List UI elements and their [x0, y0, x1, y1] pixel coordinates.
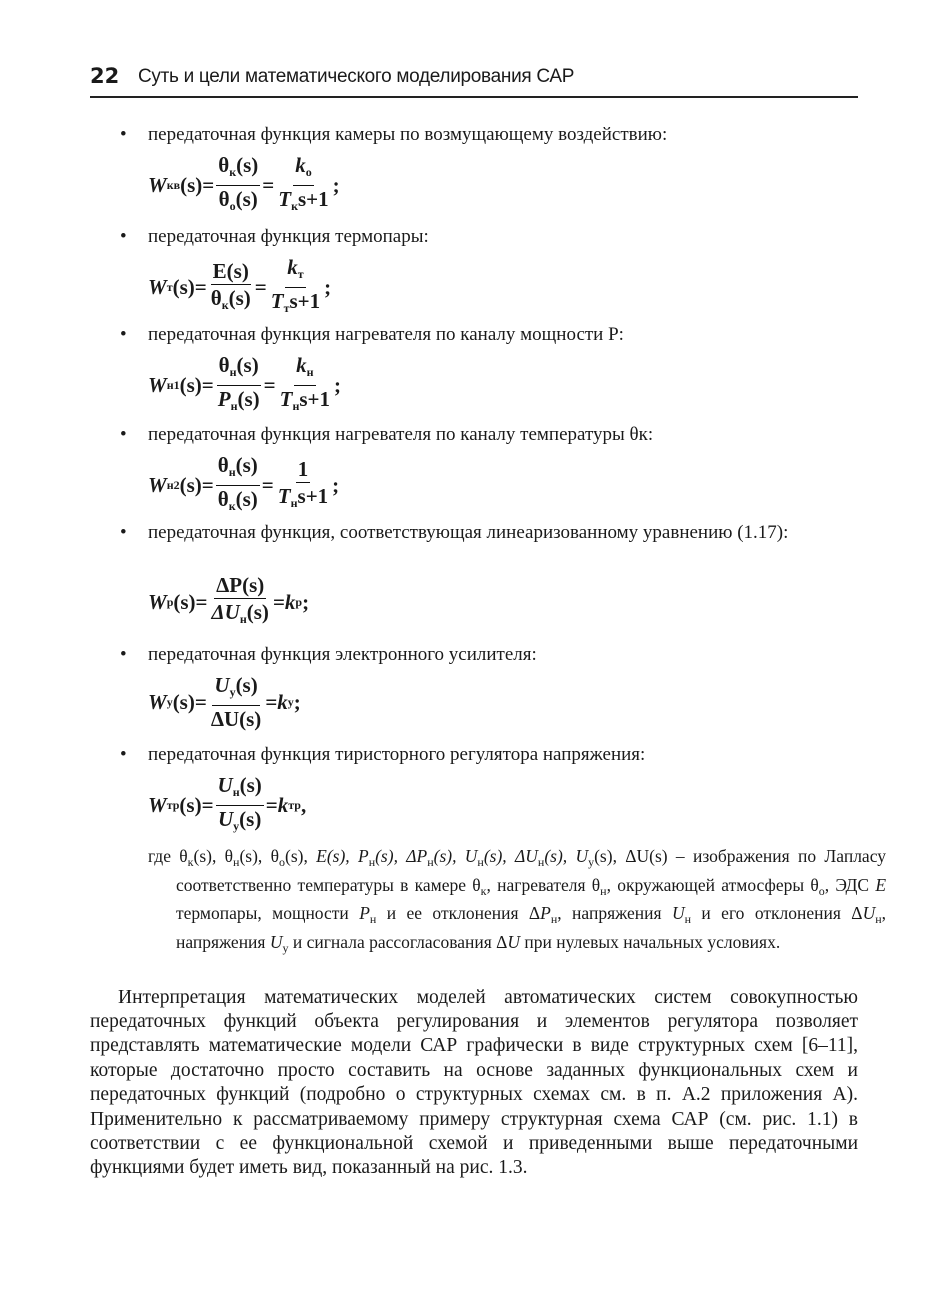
where-term: (s),: [285, 846, 317, 866]
numerator: [216, 453, 260, 486]
numerator-term-subscript: к: [229, 165, 237, 179]
numerator-term-subscript: о: [305, 165, 312, 179]
where-term: и ее отклонения Δ: [376, 903, 541, 923]
function-argument: (s)=: [172, 689, 207, 714]
where-term: и его отклонения Δ: [691, 903, 863, 923]
function-argument: (s)=: [173, 589, 208, 614]
equals-sign: =: [261, 473, 274, 497]
numerator-term-subscript: н: [228, 465, 236, 479]
function-subscript: н1: [166, 378, 180, 392]
numerator: [216, 153, 260, 186]
where-term: U: [269, 931, 283, 952]
bullet-text: [118, 643, 858, 667]
where-term: где θ: [148, 846, 188, 866]
where-term: и сигнала рассогласования Δ: [288, 931, 508, 952]
function-subscript: т: [166, 280, 173, 294]
numerator-term: (s): [235, 453, 258, 477]
numerator-term-subscript: н: [232, 785, 240, 799]
result-term-subscript: у: [287, 694, 294, 709]
denominator-term: s+1: [297, 483, 329, 508]
where-term-subscript: н: [427, 855, 434, 869]
where-term-subscript: н: [550, 912, 558, 926]
function-argument: (s)=: [180, 173, 215, 197]
bullet-icon: •: [120, 124, 127, 145]
bullet-label: передаточная функция термопары:: [148, 226, 429, 247]
denominator-term: s+1: [289, 289, 321, 313]
bullet-item: [118, 123, 858, 147]
denominator: [216, 806, 263, 838]
transfer-function-formula: [148, 255, 331, 320]
denominator-term-subscript: н: [239, 612, 247, 626]
transfer-function-formula: [148, 573, 309, 631]
where-term: U: [862, 903, 876, 923]
function-symbol: W: [148, 589, 167, 614]
where-term: , окружающей атмосферы θ: [606, 874, 819, 895]
bullet-icon: •: [120, 644, 127, 665]
where-term: P: [359, 903, 370, 923]
numerator-term: (s): [236, 153, 259, 177]
bullet-text: [118, 521, 858, 545]
bullet-text: [118, 423, 858, 447]
bullet-item: [118, 323, 858, 347]
where-term: (s), U: [544, 846, 589, 866]
formula-end-punctuation: ;: [334, 373, 342, 397]
where-term: при нулевых начальных условиях.: [520, 931, 781, 952]
bullet-label: передаточная функция нагревателя по каналу мощности P:: [148, 324, 624, 345]
numerator: [296, 457, 311, 483]
transfer-function-formula: [148, 353, 341, 418]
numerator-term-subscript: т: [297, 267, 304, 281]
page-number: 22: [90, 64, 120, 88]
denominator-term-subscript: у: [233, 819, 240, 833]
bullet-label: передаточная функция камеры по возмущающему воздействию:: [148, 124, 668, 145]
numerator-term: E(s): [212, 258, 249, 283]
denominator-term: θ: [218, 187, 230, 211]
equals-sign: =: [265, 689, 278, 714]
denominator-term-subscript: н: [292, 399, 300, 413]
function-symbol: W: [148, 275, 167, 299]
denominator: [209, 285, 253, 317]
where-term-subscript: о: [279, 855, 285, 869]
bullet-item: [118, 423, 858, 447]
where-term-subscript: к: [480, 883, 487, 898]
function-argument: (s)=: [179, 373, 214, 397]
denominator-term: T: [279, 387, 293, 411]
fraction: [216, 353, 262, 418]
where-term: (s), U: [433, 846, 478, 866]
where-term-subscript: н: [368, 855, 376, 869]
where-term: (s), θ: [193, 846, 234, 866]
numerator-term: ΔP(s): [216, 573, 265, 597]
function-argument: (s)=: [179, 473, 214, 497]
numerator-term: k: [296, 353, 307, 377]
bullet-label: передаточная функция электронного усилителя:: [148, 644, 537, 665]
where-term: термопары, мощности: [176, 903, 360, 923]
bullet-item: [118, 743, 858, 767]
where-term: , напряжения: [176, 903, 886, 952]
function-symbol: W: [148, 373, 167, 397]
function-subscript: кв: [166, 178, 181, 192]
fraction: [278, 353, 332, 418]
denominator: [209, 706, 264, 731]
numerator-term-subscript: у: [229, 685, 236, 699]
function-symbol: W: [148, 793, 167, 817]
where-term-subscript: н: [369, 912, 377, 926]
bullet-label: передаточная функция нагревателя по каналу температуры θк:: [148, 424, 654, 445]
denominator: [216, 386, 262, 418]
formula-end-punctuation: ;: [293, 689, 301, 714]
formula-end-punctuation: ,: [300, 793, 307, 817]
bullet-icon: •: [120, 744, 127, 765]
numerator: [211, 259, 251, 285]
fraction: [269, 255, 322, 320]
where-term: (s), ΔU: [483, 846, 538, 866]
numerator-term: (s): [239, 773, 262, 797]
formula-end-punctuation: ;: [324, 275, 332, 299]
function-argument: (s)=: [179, 793, 214, 817]
bullet-item: [118, 225, 858, 249]
bullet-label: передаточная функция тиристорного регулятора напряжения:: [148, 744, 646, 765]
where-term: (s), θ: [239, 846, 279, 866]
bullet-icon: •: [120, 226, 127, 247]
numerator: [285, 255, 305, 288]
denominator-term-subscript: к: [291, 199, 298, 213]
denominator: [217, 186, 260, 218]
equals-sign: =: [272, 589, 285, 614]
bullet-item: [118, 521, 858, 545]
function-symbol: W: [148, 173, 167, 197]
numerator-term: θ: [217, 453, 229, 477]
denominator-term: θ: [217, 487, 229, 511]
numerator: [212, 673, 259, 706]
where-term-subscript: к: [187, 855, 194, 869]
bullet-text: [118, 225, 858, 249]
where-term-subscript: о: [818, 883, 825, 898]
running-header: [90, 62, 858, 98]
denominator-term: θ: [210, 285, 222, 310]
where-term: E: [875, 874, 887, 895]
numerator-term: U: [214, 673, 230, 697]
numerator: [214, 573, 266, 599]
fraction: [216, 153, 260, 218]
denominator-term-subscript: н: [290, 495, 298, 510]
numerator-term: (s): [236, 353, 259, 377]
where-term-subscript: н: [875, 912, 882, 926]
denominator: [278, 386, 332, 418]
transfer-function-formula: [148, 453, 339, 518]
numerator: [216, 773, 264, 806]
where-term: E(s), P: [316, 846, 369, 866]
fraction: [216, 773, 264, 838]
where-term: , нагревателя θ: [486, 874, 601, 895]
equals-sign: =: [265, 793, 278, 817]
denominator: [269, 288, 322, 320]
transfer-function-formula: [148, 673, 301, 731]
denominator: [216, 486, 260, 518]
denominator-term: (s): [237, 387, 260, 411]
function-subscript: у: [166, 694, 173, 709]
numerator-term: (s): [235, 673, 258, 697]
denominator-term-subscript: о: [229, 199, 236, 213]
denominator-term: (s): [235, 487, 258, 511]
fraction: [276, 457, 330, 515]
where-term-subscript: н: [600, 883, 607, 898]
where-term: (s), ΔU(s) – изображения по Лапласу соответственно температуры в камере θ: [176, 846, 886, 895]
function-symbol: W: [148, 689, 167, 714]
bullet-text: [118, 323, 858, 347]
fraction: [216, 453, 260, 518]
denominator-term-subscript: к: [228, 499, 236, 513]
denominator: [276, 186, 330, 218]
numerator-term: k: [287, 255, 298, 279]
bullet-item: [118, 643, 858, 667]
numerator: [293, 153, 314, 186]
where-term-subscript: у: [282, 940, 289, 955]
function-symbol: W: [148, 473, 167, 497]
formula-end-punctuation: ;: [332, 173, 340, 197]
where-term-subscript: н: [537, 855, 545, 869]
where-term: P: [540, 903, 551, 923]
function-subscript: н2: [166, 478, 180, 492]
numerator-term-subscript: н: [306, 365, 314, 379]
where-term: , ЭДС: [824, 874, 876, 895]
denominator-term: (s): [235, 187, 258, 211]
fraction: [210, 573, 271, 631]
bullet-icon: •: [120, 424, 127, 445]
formula-end-punctuation: ;: [302, 589, 310, 614]
function-subscript: р: [166, 594, 174, 609]
numerator: [294, 353, 315, 386]
bullet-text: [118, 743, 858, 767]
denominator-term: ΔU: [211, 600, 240, 624]
equals-sign: =: [262, 173, 275, 197]
bullet-icon: •: [120, 324, 127, 345]
equals-sign: =: [263, 373, 276, 397]
where-explanation: [148, 845, 886, 959]
denominator-term: U: [217, 807, 234, 831]
denominator-term-subscript: н: [230, 399, 238, 413]
denominator-term-subscript: к: [221, 297, 229, 312]
result-term-subscript: тр: [288, 798, 301, 812]
result-term: k: [277, 793, 289, 817]
numerator: [217, 353, 261, 386]
numerator-term: k: [295, 153, 306, 177]
result-term: k: [284, 589, 296, 614]
function-argument: (s)=: [172, 275, 207, 299]
transfer-function-formula: [148, 153, 340, 218]
denominator-term: (s): [239, 807, 262, 831]
fraction: [209, 673, 264, 731]
result-term-subscript: р: [295, 594, 303, 609]
where-term-subscript: н: [233, 855, 240, 869]
denominator: [210, 599, 271, 631]
denominator: [276, 483, 330, 515]
numerator-term-subscript: н: [229, 365, 237, 379]
denominator-term-subscript: т: [283, 301, 290, 315]
denominator-term: (s): [228, 285, 251, 310]
denominator-term: ΔU(s): [210, 707, 262, 731]
numerator-term: θ: [218, 153, 230, 177]
fraction: [276, 153, 330, 218]
result-term: k: [277, 689, 288, 714]
bullet-label: передаточная функция, соответствующая линеаризованному уравнению (1.17):: [148, 522, 789, 543]
function-subscript: тр: [166, 798, 180, 812]
header-title: Суть и цели математического моделирования САР: [138, 66, 575, 87]
where-term-subscript: у: [588, 855, 595, 869]
where-term: , напряжения: [557, 903, 672, 923]
equals-sign: =: [254, 275, 267, 299]
formula-end-punctuation: ;: [332, 473, 340, 497]
denominator-term: s+1: [298, 187, 329, 211]
fraction: [209, 259, 253, 317]
where-term-subscript: н: [684, 912, 691, 926]
bullet-icon: •: [120, 522, 127, 543]
denominator-term: (s): [246, 600, 269, 624]
denominator-term: T: [270, 289, 284, 313]
body-paragraph: Интерпретация математических моделей автоматических систем совокупностью передаточных функций объекта регулирования и элементов регулятора позволяет представлять математические модели САР графически в виде структурных схем [6–11], которые достаточно просто составить на основе заданных функциональных схем и передаточных функций (подробно о структурных схемах см. в п. А.2 приложения А). Применительно к рассматриваемому примеру структурная схема САР (см. рис. 1.1) в соответствии с ее функциональной схемой и приведенными выше передаточными функциями будет иметь вид, показанный на рис. 1.3.: [90, 986, 858, 1179]
numerator-term: θ: [218, 353, 230, 377]
numerator-term: U: [217, 773, 233, 797]
denominator-term: T: [278, 187, 292, 211]
denominator-term: P: [217, 387, 231, 411]
numerator-term: 1: [297, 456, 309, 481]
where-term: U: [507, 931, 521, 952]
denominator-term: T: [277, 483, 291, 508]
denominator-term: s+1: [299, 387, 331, 411]
where-term: U: [671, 903, 685, 923]
where-term-subscript: н: [477, 855, 484, 869]
transfer-function-formula: [148, 773, 306, 838]
where-term: (s), ΔP: [375, 846, 428, 866]
bullet-text: [118, 123, 858, 147]
